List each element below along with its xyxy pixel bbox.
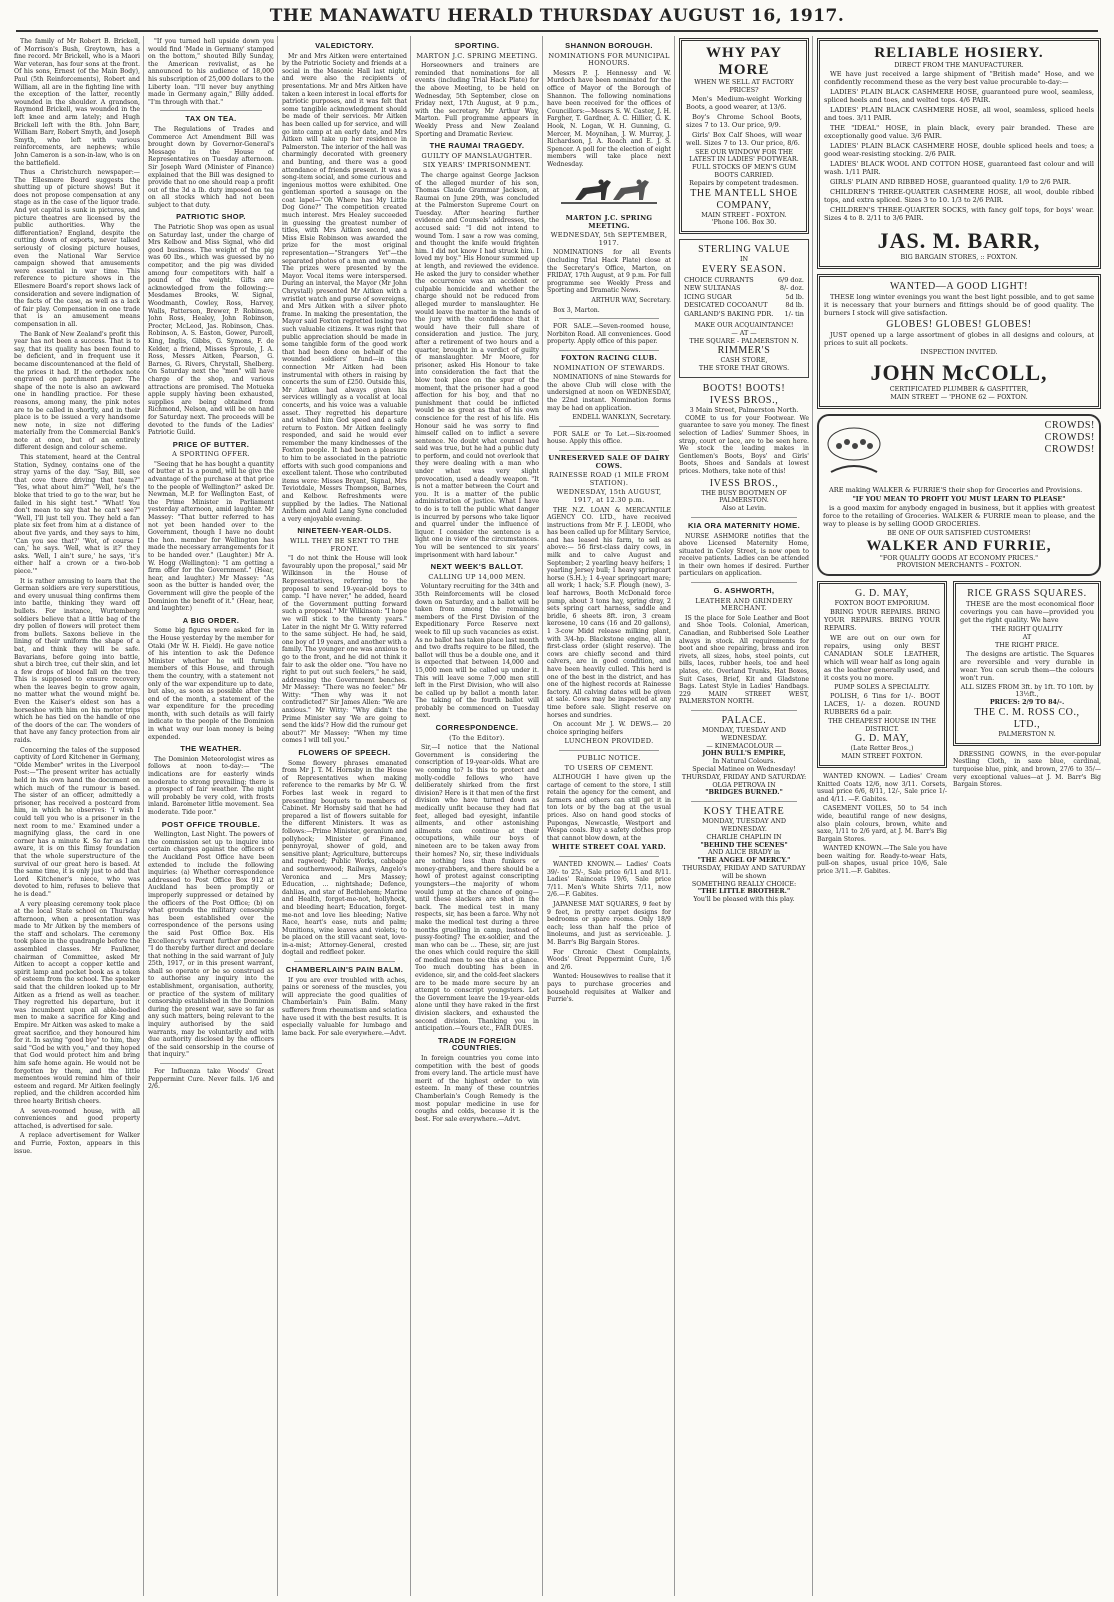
price-row: [684, 310, 804, 318]
ad-body: WE are out on our own for repairs, using only BEST CANADIAN SOLE LEATHER, which will wear half as long again as the leather generally used, and it costs you no more.: [824, 633, 940, 682]
ivess-ad: [679, 383, 809, 513]
divider: [559, 350, 659, 351]
hosiery-item: LADIES' PLAIN BLACK CASHMERE HOSE, double spliced heels and toes; a good wear-resisting stocking. 2/6 PAIR.: [824, 141, 1094, 158]
ad-address: MAIN STREET — 'PHONE 62 — FOXTON.: [890, 393, 1028, 402]
ad-headline: KIA ORA MATERNITY HOME.: [687, 520, 801, 530]
news-paragraph: The Dominion Meteorologist wires as follows at noon to-day:— "The indications are for easterly winds moderate to strong prevailing; there is a prospect of fair weather. The night will probably be very cold, with frosts inland. Barometer little movement. Sea moderate. Tide poor.": [148, 755, 274, 816]
ad-headline: RELIABLE HOSIERY.: [874, 45, 1044, 61]
article-heading: NINETEEN-YEAR-OLDS.: [297, 526, 392, 536]
article-heading: PRICE OF BUTTER.: [172, 439, 250, 449]
mccoll-ad: [817, 274, 1101, 409]
ad-address: PROVISION MERCHANTS – FOXTON.: [896, 561, 1022, 570]
ad-subtitle: TO USERS OF CEMENT.: [564, 763, 654, 772]
ad-body: The designs are artistic. The Squares are reversible and very durable in wear. You can scrub them—the colours won't run.: [960, 649, 1094, 682]
ad-note: — AT —: [731, 328, 757, 337]
ad-date: WEDNESDAY, 15th AUGUST, 1917, at 12.30 p.m.: [556, 488, 662, 504]
ad-headline: CROWDS!: [1044, 419, 1095, 431]
classified-ad: Wanted: Housewives to realise that it pays to purchase groceries and household requisites at Walker and Furrie's.: [547, 973, 671, 1004]
article-subheading: WILL THEY BE SENT TO THE FRONT.: [289, 537, 400, 553]
cinema-note: You'll be pleased with this play.: [693, 895, 795, 904]
cinema-name: KOSY THEATRE: [703, 806, 785, 818]
ad-body: JUST opened up a large assortment of globes in all designs and colours, at prices to suit all pockets.: [824, 330, 1094, 347]
racehorse-icon: [561, 172, 657, 210]
price-row: [684, 276, 804, 284]
ad-body: IS the place for Sole Leather and Boot and Shoe Tools. Colonial, American, Canadian, and Rubberised Sole Leather always in stock. All requirements for boot and shoe repairing, brass and iron rivets, all sizes, hobs, steel points, cut bills, laces, rubber heels, toe and heel plates, etc. Overland Trunks, Hat Boxes, Suit Cases, Brief, Kit and Gladstone Bags. Latest Style in Ladies' Handbags. 229 MAIN STREET WEST, PALMERSTON NORTH.: [679, 614, 809, 706]
price-item: DESICATED COCOANUT: [684, 301, 768, 310]
film-title: "BRIDGES BURNED.": [705, 788, 783, 797]
ad-company: JOHN McCOLL,: [870, 360, 1048, 386]
price-row: [684, 284, 804, 292]
ad-headline: GLOBES! GLOBES! GLOBES!: [886, 318, 1032, 330]
ad-company: RIMMER'S: [717, 345, 771, 357]
ad-company: IVESS BROS.,: [709, 477, 779, 489]
ad-tagline: THE STORE THAT GROWS.: [698, 364, 790, 373]
ad-headline: RICE GRASS SQUARES.: [967, 588, 1087, 600]
rice-grass-ad: [953, 581, 1101, 746]
price-row: [684, 301, 804, 309]
ad-body: BRING YOUR REPAIRS. BRING YOUR REPAIRS. BRING YOUR REPAIRS.: [824, 607, 940, 632]
news-paragraph: Some big figures were asked for in the House yesterday by the member for Otaki (Mr W. H. Field). He gave notice of his intention to ask the Defence Minister whether he will furnish members of this House, and through them the country, with a statement not only of the war expenditure up to date, but also, as soon as possible after the end of the month, a statement of the war expenditure for the preceding month, with such details as will fairly indicate to the people of the Dominion in what way our loan money is being expended.: [148, 627, 274, 741]
ad-body: THESE long winter evenings you want the best light possible, and to get same it is necessary that your burners and fittings should be of good quality. The burners I stock will give satisfaction.: [824, 292, 1094, 317]
article-heading: POST OFFICE TROUBLE.: [161, 819, 261, 829]
divider: [559, 450, 659, 451]
price-value: 8/- doz.: [779, 284, 804, 293]
ad-title: UNRESERVED SALE OF DAIRY COWS.: [548, 453, 670, 470]
ad-signature: ARTHUR WAY, Secretary.: [591, 297, 671, 305]
divider: [691, 582, 797, 583]
ad-note: Also at Levin.: [721, 504, 767, 513]
news-paragraph: If you are ever troubled with aches, pains or soreness of the muscles, you will appreciate the good qualities of Chamberlain's Pain Balm. Many sufferers from rheumatism and sciatica have used it with the best results. It is especially valuable for lumbago and lame back. For sale everywhere.—Advt.: [282, 976, 407, 1037]
price-value: 1/- tin: [784, 309, 804, 318]
masthead: THE MANAWATU HERALD THURSDAY AUGUST 16, 1917.: [269, 6, 845, 26]
ad-subtitle: RAINESSE ROAD (1 MILE FROM STATION).: [548, 471, 670, 487]
mantell-shoe-ad: [679, 38, 809, 234]
divider: [294, 961, 395, 962]
divider: [691, 710, 797, 711]
ad-note: THE RIGHT QUALITY: [991, 625, 1063, 634]
ad-address: Box 3, Marton.: [553, 306, 600, 314]
cinema-days: THURSDAY, FRIDAY AND SATURDAY: [682, 863, 806, 872]
news-paragraph: The Bank of New Zealand's profit this year has not been a success. That is to say, that its quality has been found to be deficient, and in frequent use it became discountenanced at the field of the prices it had. If the orthodox note engraved on parchment paper. The shape of the note is also an awkward one in handling practice. For these reasons, among many, the pink notes are to be called in shortly, and in their place is to be issued a very handsome new note, in size not differing materially from the Commercial Bank's note at once, but of an entirely different design and colour scheme.: [14, 330, 140, 452]
ad-signature: WHITE STREET COAL YARD.: [552, 843, 666, 852]
column-6: [679, 38, 809, 1593]
news-paragraph: The Regulations of Trades and Commerce Act Amendment Bill was brought down by Governor-General's Message in the House of Representatives on Tuesday afternoon. Sir Joseph Ward (Minister of Finance) explained that the Bill was designed to provide that no one should reap a profit out of the 3d a lb. duty imposed on tea on all stocks which had not been subject to that duty.: [148, 125, 274, 209]
news-paragraph: A replace advertisement for Walker and Furrie, Foxton, appears in this issue.: [14, 1132, 140, 1155]
ad-note: THE CHEAPEST HOUSE IN THE DISTRICT.: [828, 716, 936, 733]
price-value: 6/9 doz.: [777, 275, 804, 284]
bottom-right-stack: [953, 581, 1101, 878]
ad-tagline: "FOR QUALITY GOODS AT ECONOMY PRICES.": [879, 553, 1039, 562]
ad-item: Boy's Chrome School Boots, sizes 7 to 13. Our price, 9/9.: [686, 112, 802, 129]
news-paragraph: Wellington, Last Night. The powers of the commission set up to inquire into certain charges against the officers of the Auckland Post Office have been extended to include the following inquiries: (a) Whether correspondence addressed to Post Office Box 912 at Auckland has been promptly or improperly suppressed or detained by the officers of the Post Office; (b) on what grounds the military censorship has been established over the correspondence of the persons using the said Post Office Box. His Excellency's warrant further proceeds: "I do thereby further direct and declare that nothing in the said warrant of July 25th, 1917, or in this present warrant, shall so operate or be so construed as to authorise any inquiry into the establishment, organisation, authority, or practice of the system of military censorship established in the Dominion during the present war, save so far as any such matters, being relevant to the inquiry authorised by the said warrants, may be voluntarily and with due authority disclosed by the officers of the said censorship in the course of that inquiry.": [148, 831, 274, 1059]
ad-note: LUNCHEON PROVIDED.: [564, 737, 654, 746]
cinema-days: MONDAY, TUESDAY AND WEDNESDAY.: [701, 817, 787, 833]
article-heading: PATRIOTIC SHOP.: [176, 212, 246, 222]
article-heading: THE RAUMAI TRAGEDY.: [429, 141, 525, 151]
article-heading: TAX ON TEA.: [185, 114, 237, 124]
column-4: [415, 38, 539, 1593]
news-paragraph: In foreign countries you come into competition with the best of goods from every land. The article must have merit of the highest order to win esteem. In many of these countries Chamberlain's Cough Remedy is the most popular medicine in use for coughs and colds, because it is the best. For sale everywhere.—Advt.: [415, 1055, 539, 1123]
film-title: JOHN BULL'S EMPIRE,: [702, 749, 786, 758]
ad-subtitle: LEATHER AND GRINDERY MERCHANT.: [695, 596, 793, 613]
ad-subtitle: FOXTON BOOT EMPORIUM.: [834, 599, 930, 608]
ad-company: WALKER AND FURRIE,: [866, 537, 1052, 554]
news-paragraph: This statement, heard at the Central Station, Sydney, contains one of the stray yarns of the day. "Say, Bill, see that cove there driving that team?" "Yes, what about him?" "Well, he's the bloke that tried to go to the war, but he failed in his sight test." "What! You don't mean to say that he can't see?" "Well, I'll just tell you. They held a fan plate six feet from him at a distance of about five yards, and they says to him, 'Can you see that?' 'Wot, of course I can,' he says. 'Well, what is it?' they asks. 'Well, I ain't sure,' he says, 'it's either half a crown or a two-bob piece.'": [14, 454, 140, 575]
price-value: 5d lb.: [785, 292, 804, 301]
film-title: "BEHIND THE SCENES": [700, 840, 788, 849]
column-1: [14, 38, 140, 1593]
classified-ad: For Chronic Chest Complaints, Woods' Great Peppermint Cure, 1/6 and 2/6.: [547, 948, 671, 971]
ad-tagline: THE BUSY BOOTMEN OF PALMERSTON.: [701, 488, 787, 505]
ad-body: NOMINATIONS for all Events (including Trial Hack Plate) close at the Secretary's Office, Marton, on FRIDAY, 17th August, at 9 p.m. For full programme see Weekly Press and Sporting and Dramatic News.: [547, 249, 671, 295]
cinema-note: In Natural Colours.: [712, 757, 776, 766]
ad-company: JAS. M. BARR,: [877, 227, 1041, 253]
ad-note: (Late Retter Bros.,): [850, 744, 914, 753]
news-paragraph: "Seeing that he has bought a quantity of butter at 1s a pound, will he give the advantage of the purchase at that price to the people of Wellington?" asked Dr. Newman, M.P. for Wellington East, of the Prime Minister in Parliament yesterday afternoon, amid laughter. Mr Massey: "That butter referred to has not yet been handed over to the Government, though I have no doubt the hon. member for Wellington has made the necessary arrangements for it to be handed over." (Laughter.) Mr A. W. Hogg (Wellington): "I am getting a firm offer for the Government." (Hear, hear, and laughter.) Mr Massey: "As soon as the butter is handed over, the Government will give the people of the Dominion the benefit of it." (Hear, hear, and laughter.): [148, 460, 274, 613]
column-rule: [674, 36, 675, 1596]
ad-headline: IN: [739, 255, 749, 264]
classified-ad: JAPANESE MAT SQUARES, 9 feet by 9 feet, in pretty carpet designs for bedrooms or spare rooms. Only 18/9 each; less than half the price of linoleums, and just as serviceable. J. M. Barr's Big Bargain Stores.: [547, 901, 671, 946]
divider: [691, 801, 797, 802]
column-3: [282, 38, 407, 1593]
news-paragraph: The family of Mr Robert B. Brickell, of Morrison's Bush, Greytown, has a fine record. Mr Brickell, who is a Maori War veteran, has four sons at the front. Of his sons, Ernest (of the Main Body), Paul (5th Reinforcements), Robert and William, all are in the fighting line with the exception of the latter, recently wounded in the shoulder. A grandson, Raymond Brickell, was wounded in the left knee and arm lately; and Hugh Brickell left with the 8th. John Barr, William Barr, Robert Smyth, and Joseph Smyth, who left with various reinforcements, are nephews; while John Cameron is a son-in-law, who is on the battlefield.: [14, 38, 140, 167]
ad-headline: WANTED—A GOOD LIGHT!: [889, 280, 1029, 292]
ad-subtitle: CASH STORE,: [720, 356, 768, 365]
news-paragraph: For Influenza take Woods' Great Peppermint Cure. Never fails. 1/6 and 2/6.: [148, 1068, 274, 1091]
article-subheading: NOMINATIONS FOR MUNICIPAL HONOURS.: [548, 51, 670, 68]
ad-company: G. ASHWORTH,: [713, 586, 775, 596]
ad-body: THESE are the most economical floor coverings you can have—provided you get the right quality. We have: [960, 600, 1094, 625]
ad-subtitle: NOMINATION OF STEWARDS.: [553, 363, 665, 372]
article-subheading: A SPORTING OFFER.: [172, 450, 250, 459]
column-5: [547, 38, 671, 1593]
hosiery-item: CHILDREN'S THREE-QUARTER SOCKS, with fancy golf tops, for boys' wear. Sizes 4 to 8. 2/11 to 3/6 PAIR.: [824, 205, 1094, 222]
cinema-days: MONDAY, TUESDAY AND WEDNESDAY.: [701, 725, 787, 742]
rimmers-ad: [679, 239, 809, 378]
racehorse-illustration: [547, 172, 671, 213]
news-paragraph: Mr and Mrs Aitken were entertained by the Patriotic Society and friends at a social in the Masonic Hall last night, and were also the recipients of presentations. Mr and Mrs Aitken have taken a keen interest in local efforts for patriotic purposes, and it was felt that some tangible acknowledgment should be made of their services. Mr Aitken has been called up for service, and will go into camp at an early date, and Mrs Aitken will take up her residence in Palmerston. The interior of the hall was charmingly decorated with greenery and bunting, and there was a good attendance of friends present. It was a song-item social, and some curious and ingenious mottos were exhibited. One gentleman sported a sausage on the coat lapel—"Oh Where has My Little Dog Gone?" The competition created much interest. Mrs Healey succeeded in guessing the greatest number of titles, with Mrs Aitken second, and Miss Elsie Robinson was awarded the prize for the most original representation—"Strangers Yet"—the separated photos of a man and woman. The prizes were presented by the Mayor. Vocal items were interspersed. During an interval, the Mayor (Mr John Chrystall) presented Mr Aitken with a wristlet watch and purse of sovereigns, and Mrs Aitken with a silver photo frame. In making the presentation, the Mayor said Foxton regretted losing two such valuable citizens. It was right that public appreciation should be made in some tangible form of the good work that had been done on behalf of the wounded soldiers' fund—in this connection Mr Aitken had been instrumental with others in raising by concerts the sum of £250. Outside this, Mr Aitken had always given his services willingly as a vocalist at local concerts, and his voice was a valuable asset. They regretted his departure and wished him God speed and a safe return to Foxton. Mr Aitken feelingly responded, and said he would ever remember the many kindnesses of the Foxton people. It had been a pleasure to him to be associated in the patriotic efforts with such good companions and excellent talent. Those who contributed items were: Misses Bryant, Signal, Mrs Teviotdale, Messrs Thompson, Barnes, and Kelbow. Refreshments were supplied by the ladies. The National Anthem and Auld Lang Syne concluded a very enjoyable evening.: [282, 52, 407, 523]
cinema-name: PALACE.: [721, 714, 767, 726]
ad-body: ARE making WALKER & FURRIE'S their shop for Groceries and Provisions.: [829, 485, 1083, 494]
ad-body: ALTHOUGH I have given up the cartage of cement to the store, I still retain the agency for the cement, and farmers and others can still get it in ton lots or by the bag at the usual prices. Also on hand good stocks of Pupongas, Newcastle, Westport and Wespa coals. Buy a safety clothes prop that cannot blow down, at the: [547, 774, 671, 842]
price-item: GARLAND'S BAKING PDR.: [684, 309, 774, 318]
price-item: CHOICE CURRANTS: [684, 275, 754, 284]
divider: [160, 110, 262, 111]
ad-item: Men's Medium-weight Working Boots, a good wearer, at 13/6.: [686, 94, 802, 111]
hosiery-item: GIRLS' PLAIN AND RIBBED HOSE, guaranteed quality. 1/9 to 2/6 PAIR.: [830, 177, 1071, 186]
price-list: [684, 276, 804, 318]
article-heading: CORRESPONDENCE.: [435, 723, 519, 733]
ad-body: NOMINATIONS of nine Stewards for the above Club will close with the undersigned at noon on WEDNESDAY, the 22nd instant. Nomination forms may be had on application.: [547, 374, 671, 412]
divider: [160, 1063, 262, 1064]
ad-prices: PRICES: 2/9 TO 84/-.: [989, 698, 1065, 707]
price-value: 8d lb.: [785, 301, 804, 310]
cinema-note: SOMETHING REALLY CHOICE:: [691, 879, 797, 888]
article-heading: TRADE IN FOREIGN COUNTRIES.: [437, 1035, 517, 1053]
ad-address: PALMERSTON N.: [998, 729, 1056, 738]
crowd-illustration-icon: [823, 422, 885, 484]
classified-ad: WANTED KNOWN. — Ladies' Cream Knitted Coats 12/6, now 3/11. Corsets, usual price 6/6, 8/11, 12/-, Sale price 1/- and 4/11. —F. Gabites.: [817, 772, 947, 803]
article-subheading: (To the Editor).: [449, 733, 505, 742]
article-subheading: CALLING UP 14,000 MEN.: [428, 572, 526, 581]
news-paragraph: Concerning the tales of the supposed captivity of Lord Kitchener in Germany, "Olde Member" writes in the Liverpool Post:—"The present writer has actually held in his own hand the document on which much of the rumour is based. The sister of an officer, admittedly a prisoner, has received a postcard from him, in which he observes: 'I wish I could tell you who is a prisoner in the next room to me.' Examined under a magnifying glass, the card in one corner has a minute K. So far as I am aware, it is on this flimsy foundation that the whole superstructure of the survival of our great hero is based. At the same time, it is only just to add that Lord Kitchener's niece, who was devoted to him, refuses to believe that he is dead.": [14, 746, 140, 898]
ad-note: INSPECTION INVITED.: [920, 347, 998, 356]
ad-address: THE SQUARE - PALMERSTON N.: [689, 336, 799, 345]
film-title: "THE LITTLE BROTHER.": [697, 887, 791, 896]
ad-headline: CROWDS!: [1044, 443, 1095, 455]
price-item: NEW SULTANAS: [684, 284, 741, 293]
divider: [559, 426, 659, 427]
news-paragraph: Some flowery phrases emanated from Mr J. T. M. Hornsby in the House of Representatives when making reference to the remarks by Mr G. W. Forbes last week in regard to presenting bouquets to members of Cabinet. Mr Hornsby said that he had prepared a list of flowers suitable for the different Ministers. It was as follows:—Prime Minister, geranium and pollyhock; Minister of Finance, pennyroyal, shower of gold, and sensitive plant; Agriculture, buttercups and ragweed; Public Works, cabbage and southernwood; Railways, Angelo's Veronica and ... Mrs Massey; Education, ... nightshade; Defence, dahlias, and star of Bethlehem; Marine and Health, forget-me-not, hollyhock, and bleeding heart; Education, forget-me-not and love lies bleeding; Native Race, heart's ease, nuts and palm; Munitions, wine leaves and violets; to be placed on the still vacant seat, love-in-a-mist; Attorney-General, crested dogtail and redfleet poker.: [282, 759, 407, 957]
ad-body: NURSE ASHMORE notifies that the above Licensed Maternity Home, situated in Coley Street, is now open to receive patients. Ladies can be attended in their own homes if desired. Further particulars on application.: [679, 532, 809, 578]
ad-headline: STERLING VALUE: [698, 244, 790, 256]
column-rule: [143, 36, 144, 1596]
ad-body: THE N.Z. LOAN & MERCANTILE AGENCY CO. LTD., have received instructions from Mr F. J. LEODI, who has been called up for Military Service, and has leased his farm, to sell as above:— 56 first-class dairy cows, in milk and to calve August and September; 2 yearling heavy heifers; 1 yearling Jersey bull; 1 heavy springcart horse (S.H.); 1 4-year springcart mare; all work; 1 hack; S.F. Plough (new), 3-leaf harrows, Booth McDonald force pump, about 3 tons hay, spring dray, 2 sets spring cart harness, saddle and bridle, 6 sheets 8ft. iron, 3 cream kerosene, 10 cans (16 and 20 gallons), 1 3-cow Midd release milking plant, with 3/4-hp. Blackstone engine, all in first-class order (slight reserve). The cows are chiefly second and third calvers, are in good condition, and have been heavily culled. This herd is one of the best in the district, and has one of the highest records at Rainesse factory. All calving dates will be given at sale. Cows may be inspected at any time before sale. Slight reserve on horses and sundries.: [547, 506, 671, 719]
hosiery-item: LADIES' BLACK WOOL AND COTTON HOSE, guaranteed fast colour and will wash. 1/11 PAIR.: [824, 159, 1094, 176]
ad-title: MARTON J.C. SPRING MEETING.: [565, 214, 653, 230]
ad-headline: CROWDS!: [1044, 431, 1095, 443]
column-rule: [410, 36, 411, 1596]
gd-may-ad: [817, 581, 947, 768]
ad-sizes: ALL SIZES FROM 3ft. by 1ft. TO 10ft. by 13½ft.,: [960, 682, 1094, 699]
divider: [559, 856, 659, 857]
news-paragraph: The charge against George Jackson of the alleged murder of his son, Thomas Claude Grammar Jackson, at Raumai on June 29th, was concluded at the Palmerston Supreme Court on Tuesday. After hearing further evidence and Counsels' addresses, the accused said: "I did not intend to wound Tom. I saw a row was coming, and thought the knife would frighten him. I did not know I had struck him. I loved my boy." His Honour summed up at length, and reviewed the evidence. He asked the jury to consider whether the occurrence was an accident or culpable homicide and whether the charge should not be reduced from alleged murder to manslaughter. He would leave the matter in the hands of the jury with the confidence that it would have their full share of consideration and justice. The jury, after a retirement of two hours and a quarter, brought in a verdict of guilty of manslaughter. Mr Moore, for prisoner, asked His Honour to take into consideration the fact that the blow took place on the spur of the moment, that the prisoner had a good affection for his boy, and that no punishment that could be inflicted would be as great as that of his own conscience for the rest of his life. His Honour said he was sorry to find himself called on to inflict a severe sentence. No doubt what counsel had said was true, but he had a public duty to perform, and could not overlook that they were dealing with a man who under what was very slight provocation, used a deadly weapon. "It is not a matter between the Court and you. It is a matter of the public administration of justice. What I have to do is to tell the public what danger is incurred by persons who take liquor and quarrel under the influence of liquor. I consider the sentence is a light one in view of the circumstances. You will be sentenced to six years' imprisonment with hard labour.": [415, 171, 539, 559]
divider: [559, 750, 659, 751]
film-title: "THE ANGEL OF MERCY.": [697, 856, 791, 865]
classified-ad: WANTED KNOWN.— Ladies' Coats 39/- to 25/-, Sale price 6/11 and 8/11. Ladies' Raincoats 19/6, Sale price 7/11. Men's White Shirts 7/11, now 2/6.—F. Gabites.: [547, 861, 671, 899]
article-heading: THE WEATHER.: [180, 744, 242, 754]
masthead-rule: [16, 30, 1098, 32]
ad-body: is a good maxim for anybody engaged in business, but it applies with greatest force to the retailing of Groceries. WALKER & FURRIE mean to please, and the way to please is by selling GOOD GROCERIES.: [823, 503, 1095, 528]
ad-company: THE C. M. ROSS CO., LTD.,: [974, 706, 1080, 730]
cinema-note: — KINEMACOLOUR —: [706, 741, 782, 750]
hosiery-item: CHILDREN'S THREE-QUARTER CASHMERE HOSE, all wool, double ribbed tops, and extra spliced. Sizes 3 to 10. 1/3 to 2/6 PAIR.: [824, 187, 1094, 204]
ad-note: AT: [1022, 632, 1032, 641]
ad-body: COME to us for your Footwear. We guarantee to save you money. The finest selection of Ladies' Summer Shoes, in strap, court or lace, are to be seen here. We stock the leading makes in Gentlemen's Boots, Boys' and Girls' Boots, Shoes and Sandals at lowest prices. Mothers, take note of this!: [679, 414, 809, 475]
film-star: CHARLIE CHAPLIN IN: [706, 832, 782, 841]
film-star: AND ALICE BRADY in: [708, 848, 780, 857]
column-7: [817, 38, 1101, 1593]
ad-body: WE have just received a large shipment of "British made" Hose, and we confidently recommend these as the very best value procurable to-day:—: [824, 69, 1094, 86]
hosiery-item: THE "IDEAL" HOSE, in plain black, every pair branded. These are exceptionally good value. 3/6 PAIR.: [824, 123, 1094, 140]
classified-ad: FOR SALE.—Seven-roomed house, Norbiton Road. All conveniences. Good property. Apply office of this paper.: [547, 323, 671, 346]
ad-company: IVESS BROS.,: [709, 394, 779, 406]
classified-ad: DRESSING GOWNS, in the ever-popular Nestling Cloth, in saxe blue, cardinal, turquoise blue, pink, and brown, 27/6 to 35/—very exceptional values—at J. M. Barr's Big Bargain Stores.: [953, 750, 1101, 789]
column-rule: [277, 36, 278, 1596]
news-paragraph: A very pleasing ceremony took place at the local State school on Thursday afternoon, when a presentation was made to Mr Aitken by the members of the staff and scholars. The ceremony took place in the quadrangle before the assembled classes. Mr Faulkner, chairman of Committee, asked Mr Aitken to accept a copper kettle and spirit lamp and pocket book as a token of esteem from the school. The speaker said that the children looked up to Mr Aitken as a friend as well as teacher. They regretted his departure, but it was incumbent upon all able-bodied men to make a sacrifice for King and Empire. Mr Aitken was asked to make a great sacrifice, and they honoured him for it. In saying "good bye" to him, they said "God be with you," and they hoped that God would protect him and bring him safe home again. He would not be forgotten by them, and the little mementoes would remind him of their esteem and regard. Mr Aitken feelingly replied, and the children accorded him three hearty British cheers.: [14, 900, 140, 1105]
ad-headline: WHY PAY MORE: [705, 45, 783, 78]
ad-item: Girls' Box Calf Shoes, will wear well. Sizes 7 to 13. Our price, 8/6.: [686, 130, 802, 147]
ad-title: FOXTON RACING CLUB.: [560, 354, 658, 362]
ad-note: MAKE OUR ACQUAINTANCE!: [694, 321, 794, 329]
column-2: [148, 38, 274, 1593]
news-paragraph: Horseowners and trainers are reminded that nominations for all events (including Trial Hack Plate) for the above Meeting, to be held on Wednesday, 5th September, close on Friday next, 17th August, at 9 p.m., with the secretary, Mr Arthur Way, Marton. Full programme appears in Weekly Press and New Zealand Sporting and Dramatic Review.: [415, 62, 539, 138]
cinema-note: Special Matinee on Wednesday!: [692, 764, 796, 773]
ad-body: POLISH, 6 Tins for 1/-. BOOT LACES, 1/- a dozen. ROUND RUBBERS 6d a pair.: [824, 691, 940, 716]
ad-date: WEDNESDAY, 5th SEPTEMBER, 1917.: [550, 231, 668, 247]
article-heading: VALEDICTORY.: [315, 41, 374, 50]
hosiery-item: LADIES' PLAIN BLACK CASHMERE HOSE, guaranteed pure wool, seamless, spliced heels and toes, and welted tops. 4/6 PAIR.: [824, 87, 1094, 104]
news-paragraph: Messrs P. J. Hennessy and W. Murdoch have been nominated for the office of Mayor of the Borough of Shannon. The following nominations have been received for the offices of Councillors:—Messrs S. W. Caster, J. H. Fargher, T. Gardner, A. C. Hillier, G. K. Hook, N. Logan, W. H. Gunning, G. Mercer, M. Moynihan, J. W. Murray, J. Richardson, J. A. Roach and E. J. S. Spencer. A poll for the election of eight members will take place next Wednesday.: [547, 69, 671, 168]
film-star: OLGA PETROVA IN: [712, 780, 776, 789]
news-paragraph: Voluntary recruiting for the 34th and 35th Reinforcements will be closed down on Saturday, and a ballot will be taken from among the remaining members of the First Division of the Expeditionary Force Reserve next week to fill up such vacancies as exist. As no ballot has taken place last month and two drafts require to be filled, the ballot will thus be a double one, and it is expected that between 14,000 and 15,000 men will be called up under it. This will leave some 7,000 men still left in the First Division, who will also be called up by ballot a month later. The taking of the fourth ballot will probably be commenced on Tuesday next.: [415, 583, 539, 720]
price-item: ICING SUGAR: [684, 292, 732, 301]
article-subheading: SIX YEARS' IMPRISONMENT.: [422, 161, 532, 170]
cinema-days: THURSDAY, FRIDAY AND SATURDAY:: [681, 772, 807, 781]
divider: [691, 517, 797, 518]
ad-note: SEE OUR WINDOW FOR THE LATEST IN LADIES' FOOTWEAR.: [689, 147, 799, 164]
ad-headline: EVERY SEASON.: [701, 263, 787, 275]
ad-address: BIG BARGAIN STORES, :: FOXTON.: [900, 252, 1018, 261]
news-paragraph: The Patriotic Shop was open as usual on Saturday last, under the charge of Mrs Kelbow and Miss Signal, who did good business. The weight of the pig was 60 lbs., which was guessed by no competitor, and the pig was divided among four competitors with half a pound of the weight. Gifts are acknowledged from the following:—Mesdames Brooks, W. Signal, Woodmanth, Cowley, Ross, Harvey, Walls, Patterson, Brewer, P. Robinson, John Ross, Healey, John Robinson, Procter, McLeod, Jas. Robinson, Chas. Robinson, A. S. Easton, Gower, Purcell, King, Inglis, Gibbs, G. Symons, F. de Kelder, a friend, Misses Sproule, J. A. Ross, Messrs Aitken, Pearson, G. Barnes, G. Rivers, Chrystall, Shelberg. On Saturday next the "men" will have charge of the shop, and various attractions are promised. The Motueka apple supply having been exhausted, supplies are being obtained from Richmond, Nelson, and will be on hand for Saturday next. The proceeds will be devoted to the funds of the Ladies' Patriotic Guild.: [148, 224, 274, 437]
ad-note: FULL STOCKS OF MEN'S GUM BOOTS CARRIED.: [692, 163, 796, 179]
ad-address: MAIN STREET FOXTON.: [841, 752, 923, 761]
article-heading: SPORTING.: [454, 41, 500, 50]
news-paragraph: Thus a Christchurch newspaper:—The Ellesmere Board suggests the shutting up of picture shows! But it does not propose compensation at any stage as in the case of the liquor trade. And yet capital is sunk in pictures, and picture theatres are licensed by the public authorities. Why the differentiation? England, despite the cutting down of exports, never talked seriously of closing picture houses, even the National War Service campaign showed that amusements were essential in war time. This reference to picture shows in the Ellesmere Board's report shows lack of consideration and severe indignation of the facts of the case, as well as a lack of fair play. Compensation in one trade that is an amusement means compensation in all.: [14, 169, 140, 328]
article-heading: NEXT WEEK'S BALLOT.: [430, 562, 524, 572]
ad-title: PUBLIC NOTICE.: [577, 753, 641, 762]
article-heading: SHANNON BOROUGH.: [565, 41, 653, 50]
hosiery-item: LADIES' PLAIN BLACK CASHMERE HOSE, all wool, seamless, spliced heels and toes. 3/11 PAIR.: [824, 105, 1094, 122]
walker-furrie-ad: [817, 414, 1101, 576]
news-paragraph: Sir,—I notice that the National Government is considering the conscription of 19-year-olds. What are we coming to? Is this to protect and molly-coddle fellows who have deliberately shirked from the first division? Here is it that men of the first division who have turned down as medically unfit because they had flat feet, alleged bad eyesight, infantile ailments, and other astonishing ailments can continue at their occupations, while our boys of nineteen are to be taken away from their homes? No, sir, these individuals are nothing less than funkers or money-grabbers, and there should be a howl of protest against conscripting youngsters—the majority of whom would jump at the chance of going—until these slackers are shot in the back. The medical test in many respects, sir, has been a farce. Why not make the medical test during a three months gruelling in camp, instead of pussy-footing? The ex-soldier, and the man who can be ... These, sir, are just the ones which could require the skill of medical men to see this at a glance. Too much doubting has been in evidence, sir, and the cold-feet slackers are to be made more secure by an attempt to conscript youngsters. Let the Government leave the 19-year-olds alone until they have raked in the first division slackers, and exhausted the second division. Thanking you in anticipation.—Yours etc., FAIR DUES.: [415, 744, 539, 1033]
article-heading: CHAMBERLAIN'S PAIN BALM.: [285, 965, 404, 975]
news-paragraph: "I do not think the House will look favourably upon the proposal," said Mr Wilkinson in the House of Representatives, referring to the proposal to send 19-year-old boys to camp. "I have never," he added, heard of the Government putting forward such a proposal." Mr Wilkinson: "I hope we will stick to the twenty years." Later in the night Mr G. Witty referred to the same subject. He had, he said, one boy of 19 years, and another with a family. The younger one was anxious to go to the front, and he did not think it fair to ask the older one. "You have no right to put out such feelers," he said, addressing the Government benches. Mr Massey: "There was no feeler." Mr Witty: "Then why was it not contradicted?" Sir James Allen: "We are anxious." Mr Witty: "Why didn't the Prime Minister say 'We are going to send the kids'? How did the rumour get about?" Mr Massey: "When my time comes I will tell you.": [282, 555, 407, 745]
ad-signature: ENDELL WANKLYN, Secretary.: [572, 414, 671, 422]
ad-headline: BOOTS! BOOTS!: [702, 382, 786, 394]
bottom-left-stack: [817, 581, 947, 878]
news-paragraph: It is rather amusing to learn that the German soldiers are very superstitious, and every unusual thing confirms them into battle, thinking they ward off bullets. For instance, Wurtemberg soldiers believe that a little bag of the dry pollen of flowers will protect them from bullets. Saxons believe in the lining of their uniform the shape of a bat, and think they will be safe. Bavarians, before going into battle, shut a birch tree, cut their skin, and let a few drops of blood fall on the tree. This is supposed to ensure recovery when the leaves begin to grow again, no matter what the wound might be. Even the Kaiser's eldest son has a horseshoe with him on his motor trips which he has tied on the handle of one of the doors of the car. The wonders of that have any fancy protection from air raids.: [14, 577, 140, 745]
price-row: [684, 293, 804, 301]
article-subheading: GUILTY OF MANSLAUGHTER.: [421, 151, 533, 160]
news-paragraph: "If you turned hell upside down you would find 'Made in Germany' stamped on the bottom," shouted Billy Sunday, the American revivalist, as he announced to his audience of 18,000 his subscription of 25,000 dollars to the Liberty loan. "I'll never buy anything made in Germany again," Billy added. "I'm through with that.": [148, 38, 274, 106]
classified-ad: CASEMENT VOILES, 50 to 54 inch wide, beautiful range of new designs, also plain colours, brown, white and saxe, 1/11 to 2/6 yard, at J. M. Barr's Big Bargain Stores.: [817, 805, 947, 843]
ad-phone: 'Phone 106. Box 30.: [711, 218, 777, 227]
ad-subtitle: CERTIFICATED PLUMBER & GASFITTER,: [889, 385, 1029, 394]
ad-subtitle: WHEN WE SELL AT FACTORY PRICES?: [694, 78, 794, 94]
ad-company: G. D. MAY,: [854, 588, 910, 600]
ad-note: BE ONE OF OUR SATISFIED CUSTOMERS!: [887, 528, 1031, 537]
article-heading: FLOWERS OF SPEECH.: [298, 748, 391, 758]
ad-subtitle: DIRECT FROM THE MANUFACTURER.: [894, 61, 1024, 69]
ad-address: 3 Main Street, Palmerston North.: [689, 405, 799, 414]
article-subheading: MARTON J.C. SPRING MEETING.: [416, 51, 538, 60]
news-paragraph: A seven-roomed house, with all conveniences and good property attached, is advertised for sale.: [14, 1107, 140, 1130]
ad-signature: On account Mr J. W. DEWS.— 20 choice springing heifers: [547, 721, 671, 736]
classified-ad: FOR SALE or To Let.—Six-roomed house. Apply this office.: [547, 430, 671, 446]
cinema-note: will be shown: [721, 871, 767, 880]
column-rule: [542, 36, 543, 1596]
hosiery-ad: [817, 38, 1101, 269]
ad-company: THE MANTELL SHOE COMPANY,: [690, 187, 798, 211]
ad-quote: "IF YOU MEAN TO PROFIT YOU MUST LEARN TO PLEASE": [852, 494, 1066, 503]
ad-company: G. D. MAY,: [854, 733, 910, 745]
bottom-ad-row: [817, 581, 1101, 878]
column-rule: [812, 36, 813, 1596]
ad-address: MAIN STREET - FOXTON.: [701, 210, 787, 219]
divider: [559, 318, 659, 319]
ad-note: PUMP SOLES A SPECIALITY.: [834, 682, 930, 691]
classified-ad: WANTED KNOWN.—The Sale you have been waiting for. Ready-to-wear Hats, pull-on shapes, usual price 10/6, Sale price 3/11.—F. Gabites.: [817, 845, 947, 876]
article-heading: A BIG ORDER.: [182, 615, 240, 625]
ad-note: Repairs by competent tradesmen.: [689, 178, 799, 187]
ad-note: THE RIGHT PRICE.: [994, 640, 1060, 649]
